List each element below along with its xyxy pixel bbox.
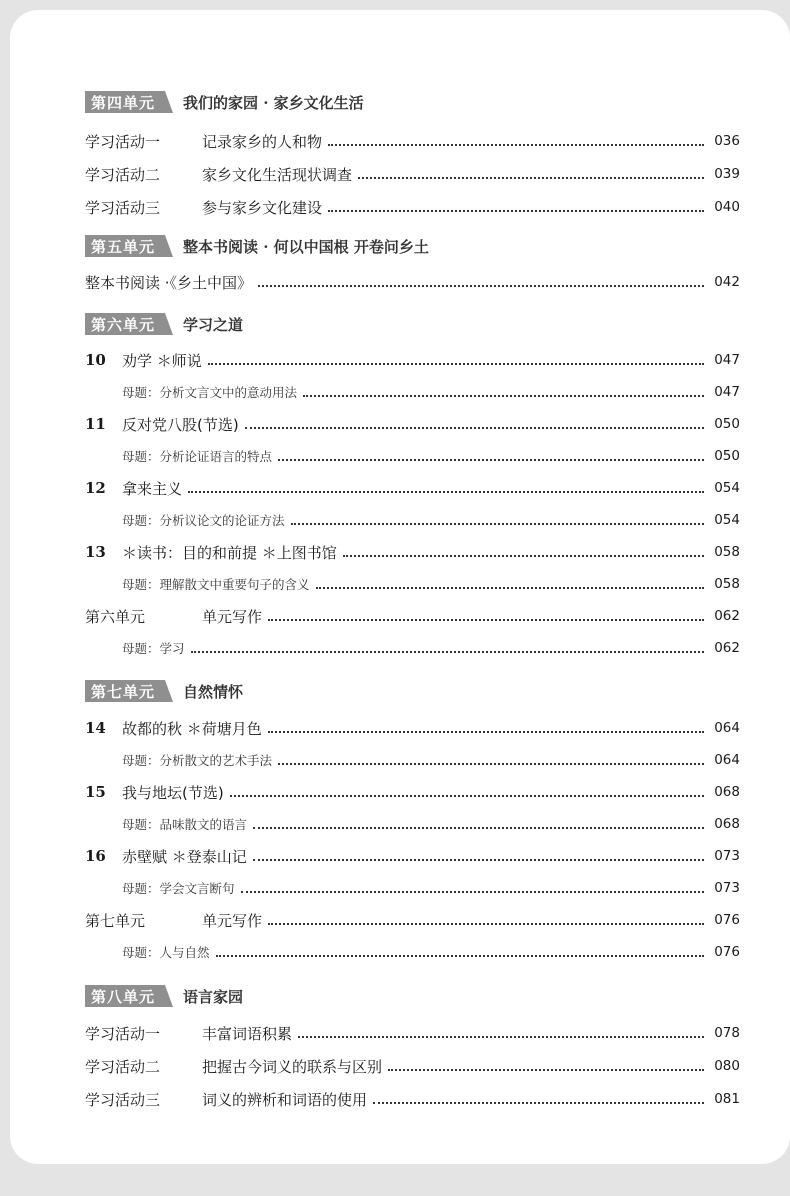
entry-text: 拿来主义: [122, 479, 183, 498]
entry-text: 赤壁赋 ＊登泰山记: [122, 847, 247, 866]
page-number: 047: [714, 384, 740, 400]
toc-subentry[interactable]: [122, 942, 740, 962]
entry-label: 学习活动三: [85, 198, 161, 217]
page-number: 054: [714, 512, 740, 528]
entry-text: 反对党八股(节选): [122, 415, 239, 434]
subentry-text: 母题：学习: [122, 641, 185, 656]
lesson-number: 14: [85, 719, 106, 737]
toc-entry[interactable]: [85, 272, 740, 292]
leader-dots: [230, 795, 704, 797]
toc-page: [10, 10, 790, 1164]
page-number: 068: [714, 784, 740, 800]
lesson-number: 11: [85, 415, 106, 433]
subentry-text: 母题：品味散文的语言: [122, 817, 248, 832]
leader-dots: [343, 555, 704, 557]
subentry-text: 母题：学会文言断句: [122, 881, 235, 896]
page-number: 058: [714, 544, 740, 560]
unit-header: [85, 985, 243, 1007]
unit-title: 语言家园: [183, 987, 244, 1006]
leader-dots: [268, 923, 704, 925]
unit-header: [85, 91, 364, 113]
unit-tag: 第六单元: [85, 313, 165, 335]
page-number: 047: [714, 352, 740, 368]
page-number: 062: [714, 608, 740, 624]
unit-section-8: [85, 985, 740, 1109]
unit-header: [85, 313, 243, 335]
page-number: 081: [714, 1091, 740, 1107]
leader-dots: [291, 523, 704, 525]
unit-title: 整本书阅读 · 何以中国根 开卷问乡土: [183, 237, 429, 256]
page-number: 042: [714, 274, 740, 290]
toc-entry[interactable]: [85, 782, 740, 802]
subentry-text: 母题：理解散文中重要句子的含义: [122, 577, 310, 592]
leader-dots: [216, 955, 704, 957]
subentry-text: 母题：人与自然: [122, 945, 210, 960]
toc-subentry[interactable]: [122, 574, 740, 594]
page-number: 064: [714, 752, 740, 768]
toc-entry[interactable]: [85, 1089, 740, 1109]
entry-label: 第七单元: [85, 911, 146, 930]
page-number: 068: [714, 816, 740, 832]
entry-text: 整本书阅读 ·《乡土中国》: [85, 273, 253, 292]
leader-dots: [303, 395, 704, 397]
toc-subentry[interactable]: [122, 814, 740, 834]
toc-subentry[interactable]: [122, 382, 740, 402]
leader-dots: [328, 144, 704, 146]
lesson-number: 13: [85, 543, 106, 561]
leader-dots: [253, 859, 704, 861]
entry-text: 参与家乡文化建设: [202, 198, 323, 217]
page-number: 078: [714, 1025, 740, 1041]
leader-dots: [245, 427, 704, 429]
toc-entry[interactable]: [85, 1056, 740, 1076]
page-number: 062: [714, 640, 740, 656]
lesson-number: 12: [85, 479, 106, 497]
page-number: 050: [714, 448, 740, 464]
leader-dots: [191, 651, 704, 653]
leader-dots: [278, 763, 704, 765]
leader-dots: [358, 177, 704, 179]
unit-header: [85, 680, 243, 702]
leader-dots: [241, 891, 704, 893]
toc-entry[interactable]: [85, 542, 740, 562]
entry-text: 家乡文化生活现状调查: [202, 165, 353, 184]
leader-dots: [316, 587, 704, 589]
unit-header: [85, 235, 429, 257]
unit-title: 我们的家园 · 家乡文化生活: [183, 93, 364, 112]
page-number: 054: [714, 480, 740, 496]
entry-label: 第六单元: [85, 607, 146, 626]
toc-entry[interactable]: [85, 350, 740, 370]
unit-tag: 第七单元: [85, 680, 165, 702]
toc-entry[interactable]: [85, 478, 740, 498]
lesson-number: 16: [85, 847, 106, 865]
toc-entry[interactable]: [85, 197, 740, 217]
entry-text: 单元写作: [202, 607, 263, 626]
entry-label: 学习活动一: [85, 1024, 161, 1043]
leader-dots: [373, 1102, 704, 1104]
toc-entry[interactable]: [85, 1023, 740, 1043]
toc-subentry[interactable]: [122, 638, 740, 658]
entry-label: 学习活动三: [85, 1090, 161, 1109]
entry-text: 把握古今词义的联系与区别: [202, 1057, 383, 1076]
leader-dots: [268, 619, 704, 621]
toc-entry[interactable]: [85, 846, 740, 866]
page-number: 080: [714, 1058, 740, 1074]
page-number: 058: [714, 576, 740, 592]
entry-text: 故都的秋 ＊荷塘月色: [122, 719, 262, 738]
page-number: 073: [714, 848, 740, 864]
lesson-number: 15: [85, 783, 106, 801]
entry-text: ＊读书：目的和前提 ＊上图书馆: [122, 543, 337, 562]
unit-section-7: [85, 680, 740, 960]
unit-section-6: [85, 313, 740, 656]
entry-label: 学习活动一: [85, 132, 161, 151]
entry-text: 丰富词语积累: [202, 1024, 293, 1043]
leader-dots: [278, 459, 704, 461]
leader-dots: [208, 363, 704, 365]
toc-subentry[interactable]: [122, 878, 740, 898]
unit-tag: 第八单元: [85, 985, 165, 1007]
subentry-text: 母题：分析论证语言的特点: [122, 449, 273, 464]
toc-entry[interactable]: [85, 606, 740, 626]
page-number: 076: [714, 944, 740, 960]
subentry-text: 母题：分析文言文中的意动用法: [122, 385, 298, 400]
unit-tag: 第四单元: [85, 91, 165, 113]
page-number: 073: [714, 880, 740, 896]
subentry-text: 母题：分析散文的艺术手法: [122, 753, 273, 768]
page-number: 040: [714, 199, 740, 215]
entry-text: 劝学 ＊师说: [122, 351, 202, 370]
subentry-text: 母题：分析议论文的论证方法: [122, 513, 285, 528]
leader-dots: [188, 491, 704, 493]
toc-subentry[interactable]: [122, 446, 740, 466]
entry-text: 词义的辨析和词语的使用: [202, 1090, 368, 1109]
toc-entry[interactable]: [85, 164, 740, 184]
entry-label: 学习活动二: [85, 1057, 161, 1076]
entry-text: 我与地坛(节选): [122, 783, 224, 802]
lesson-number: 10: [85, 351, 106, 369]
page-number: 039: [714, 166, 740, 182]
toc-subentry[interactable]: [122, 750, 740, 770]
page-number: 064: [714, 720, 740, 736]
leader-dots: [388, 1069, 704, 1071]
page-number: 036: [714, 133, 740, 149]
leader-dots: [258, 285, 704, 287]
toc-entry[interactable]: [85, 718, 740, 738]
toc-subentry[interactable]: [122, 510, 740, 530]
toc-entry[interactable]: [85, 910, 740, 930]
entry-text: 单元写作: [202, 911, 263, 930]
leader-dots: [253, 827, 704, 829]
leader-dots: [328, 210, 704, 212]
unit-section-5: [85, 235, 740, 292]
leader-dots: [298, 1036, 704, 1038]
entry-label: 学习活动二: [85, 165, 161, 184]
unit-title: 自然情怀: [183, 682, 244, 701]
toc-entry[interactable]: [85, 131, 740, 151]
toc-entry[interactable]: [85, 414, 740, 434]
unit-section-4: [85, 91, 740, 217]
unit-tag: 第五单元: [85, 235, 165, 257]
unit-title: 学习之道: [183, 315, 244, 334]
leader-dots: [268, 731, 704, 733]
page-number: 050: [714, 416, 740, 432]
page-number: 076: [714, 912, 740, 928]
entry-text: 记录家乡的人和物: [202, 132, 323, 151]
